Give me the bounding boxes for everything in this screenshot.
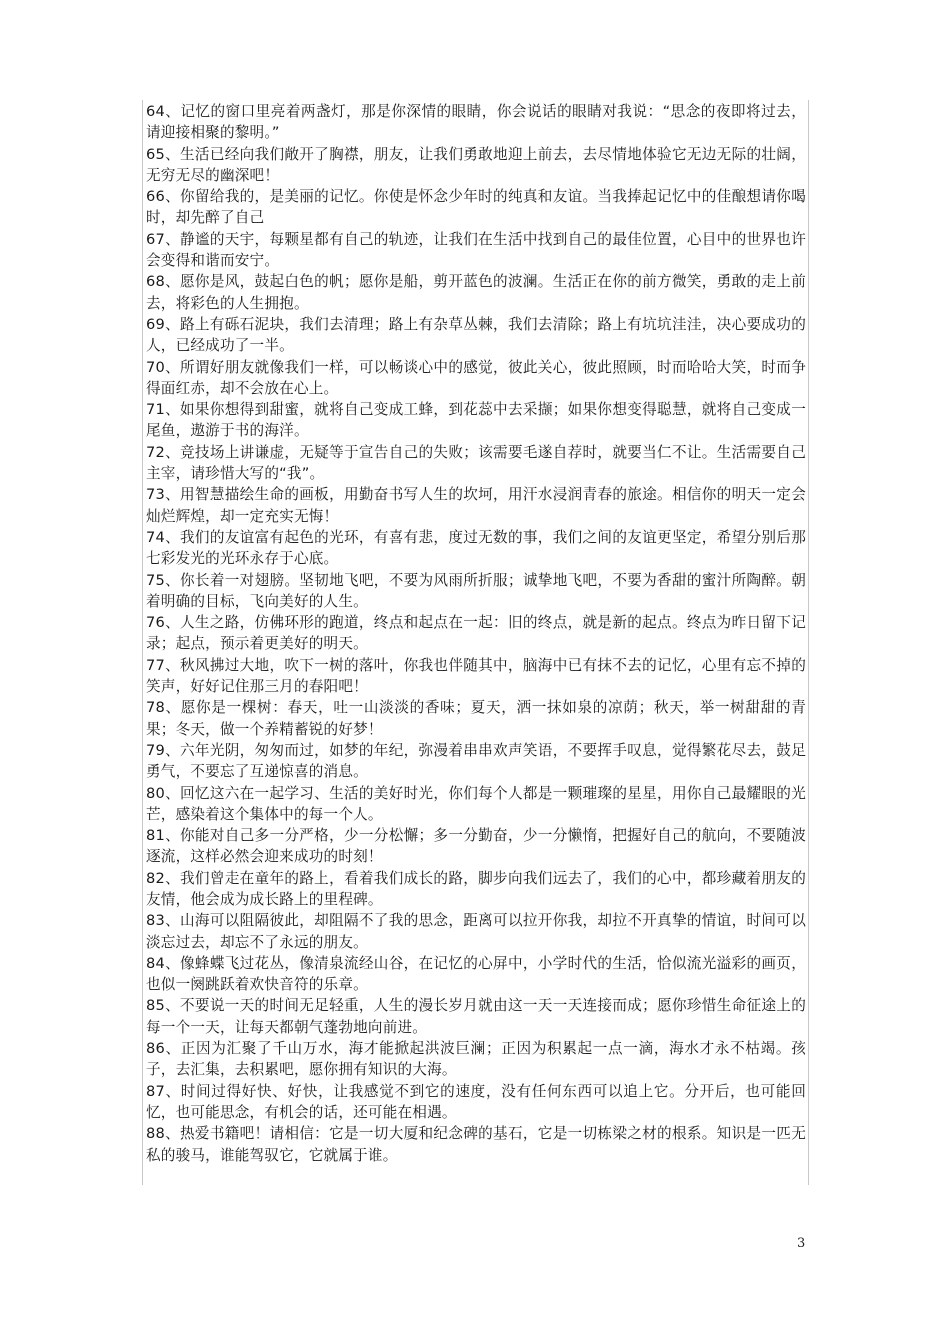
entry-number: 78、 [146,699,181,717]
list-item [146,740,806,783]
entry-number: 67、 [146,230,180,248]
entry-text: 时间过得好快、好快，让我感觉不到它的速度，没有任何东西可以追上它。分开后，也可能回忆，也可能思念，有机会的话，还可能在相遇。 [146,1082,806,1121]
entry-text: 竞技场上讲谦虚，无疑等于宣告自己的失败；该需要毛遂自荐时，就要当仁不让。生活需要自己主宰，请珍惜大写的“我”。 [146,443,807,483]
entry-number: 74、 [146,528,180,546]
entry-number: 81、 [146,827,180,845]
entry-number: 71、 [146,401,180,419]
entry-text: 山海可以阻隔彼此，却阻隔不了我的思念，距离可以拉开你我，却拉不开真挚的情谊，时间可以淡忘过去，却忘不了永远的朋友。 [146,912,807,951]
list-item [146,995,806,1038]
entry-number: 82、 [146,869,180,887]
entry-number: 85、 [146,997,180,1015]
entry-text: 热爱书籍吧！请相信：它是一切大厦和纪念碑的基石，它是一切栋梁之材的根系。知识是一匹无私的骏马，谁能驾驭它，它就属于谁。 [146,1125,807,1164]
entry-text: 六年光阴，匆匆而过，如梦的年纪，弥漫着串串欢声笑语，不要挥手叹息，觉得繁花尽去，鼓足勇气，不要忘了互递惊喜的消息。 [146,741,807,781]
list-item [146,1123,806,1166]
entry-text: 用智慧描绘生命的画板，用勤奋书写人生的坎坷，用汗水浸润青春的旅途。相信你的明天一定会灿烂辉煌，却一定充实无悔！ [146,486,807,525]
list-item [146,144,806,187]
entry-number: 70、 [146,358,180,376]
entry-text: 所谓好朋友就像我们一样，可以畅谈心中的感觉，彼此关心，彼此照顾，时而哈哈大笑，时而争得面红赤，却不会放在心上。 [146,358,807,397]
entry-number: 64、 [146,103,181,120]
entry-number: 83、 [146,912,180,930]
list-item [146,697,806,740]
list-item [146,1081,806,1124]
list-item [146,527,806,570]
entry-text: 我们曾走在童年的路上，看着我们成长的路，脚步向我们远去了，我们的心中，都珍藏着朋友的友情，他会成为成长路上的里程碑。 [146,869,807,908]
entry-text: 秋风拂过大地，吹下一树的落叶，你我也伴随其中，脑海中已有抹不去的记忆，心里有忘不掉的笑声，好好记住那三月的春阳吧！ [146,656,807,696]
list-item [146,783,806,826]
list-item [146,868,806,911]
list-item [146,271,806,314]
list-item [146,1038,806,1081]
list-item [146,357,806,400]
list-item [146,399,806,442]
list-item [146,229,806,272]
entry-text: 静谧的天宇，每颗星都有自己的轨迹，让我们在生活中找到自己的最佳位置，心目中的世界也许会变得和谐而安宁。 [146,230,807,270]
entry-number: 73、 [146,486,180,504]
entry-number: 79、 [146,741,180,759]
entry-text: 路上有砾石泥块，我们去清理；路上有杂草丛棘，我们去清除；路上有坑坑洼洼，决心要成功的人，已经成功了一半。 [146,315,807,355]
entry-number: 72、 [146,443,180,461]
list-item [146,612,806,655]
entry-text: 生活已经向我们敞开了胸襟，朋友，让我们勇敢地迎上前去，去尽情地体验它无边无际的壮阔，无穷无尽的幽深吧！ [146,145,807,184]
list-item [146,314,806,357]
entry-number: 84、 [146,954,180,972]
entry-text: 如果你想得到甜蜜，就将自己变成工蜂，到花蕊中去采撷；如果你想变得聪慧，就将自己变成一尾鱼，遨游于书的海洋。 [146,401,807,440]
entry-text: 正因为汇聚了千山万水，海才能掀起洪波巨澜；正因为积累起一点一滴，海水才永不枯竭。孩子，去汇集，去积累吧，愿你拥有知识的大海。 [146,1040,806,1079]
entry-number: 87、 [146,1082,181,1100]
entry-number: 77、 [146,656,180,674]
list-item [146,570,806,613]
entry-text: 回忆这六在一起学习、生活的美好时光，你们每个人都是一颗璀璨的星星，用你自己最耀眼的光芒，感染着这个集体中的每一个人。 [146,784,807,823]
list-item [146,825,806,868]
list-item [146,101,806,144]
entry-number: 68、 [146,273,180,291]
list-item [146,186,806,229]
entry-text: 记忆的窗口里亮着两盏灯，那是你深情的眼睛，你会说话的眼睛对我说：“思念的夜即将过去，请迎接相聚的黎明。” [146,103,807,142]
entry-number: 69、 [146,315,180,333]
entry-text: 像蜂蝶飞过花丛，像清泉流经山谷，在记忆的心屏中，小学时代的生活，恰似流光溢彩的画页，也似一阕跳跃着欢快音符的乐章。 [146,954,807,994]
entry-text: 我们的友谊富有起色的光环，有喜有悲，度过无数的事，我们之间的友谊更坚定，希望分别后那七彩发光的光环永存于心底。 [146,528,807,568]
page-number: 3 [797,1236,806,1251]
entry-text: 你长着一对翅膀。坚韧地飞吧，不要为风雨所折服；诚挚地飞吧，不要为香甜的蜜汁所陶醉。朝着明确的目标，飞向美好的人生。 [146,571,807,610]
entry-number: 66、 [146,188,180,206]
entry-number: 75、 [146,571,180,589]
entry-number: 65、 [146,145,180,163]
list-item [146,442,806,485]
entry-number: 88、 [146,1125,180,1143]
entry-number: 76、 [146,614,180,632]
entry-text: 你能对自己多一分严格，少一分松懈；多一分勤奋，少一分懒惰，把握好自己的航向，不要随波逐流，这样必然会迎来成功的时刻！ [146,827,807,866]
list-item [146,484,806,527]
entry-text: 愿你是一棵树：春天，吐一山淡淡的香味；夏天，洒一抹如泉的凉荫；秋天，举一树甜甜的青果；冬天，做一个养精蓄锐的好梦！ [146,699,806,738]
list-item [146,910,806,953]
entry-text: 人生之路，仿佛环形的跑道，终点和起点在一起：旧的终点，就是新的起点。终点为昨日留下记录；起点，预示着更美好的明天。 [146,614,807,653]
entry-text: 不要说一天的时间无足轻重，人生的漫长岁月就由这一天一天连接而成；愿你珍惜生命征途上的每一个一天，让每天都朝气蓬勃地向前进。 [146,997,807,1036]
list-item [146,655,806,698]
entry-text: 你留给我的，是美丽的记忆。你使是怀念少年时的纯真和友谊。当我捧起记忆中的佳酿想请你喝时，却先醉了自己 [146,188,807,227]
entry-list [146,101,806,1166]
entry-number: 80、 [146,784,180,802]
entry-text: 愿你是风，鼓起白色的帆；愿你是船，剪开蓝色的波澜。生活正在你的前方微笑，勇敢的走上前去，将彩色的人生拥抱。 [146,273,807,312]
entry-number: 86、 [146,1040,181,1058]
list-item [146,953,806,996]
